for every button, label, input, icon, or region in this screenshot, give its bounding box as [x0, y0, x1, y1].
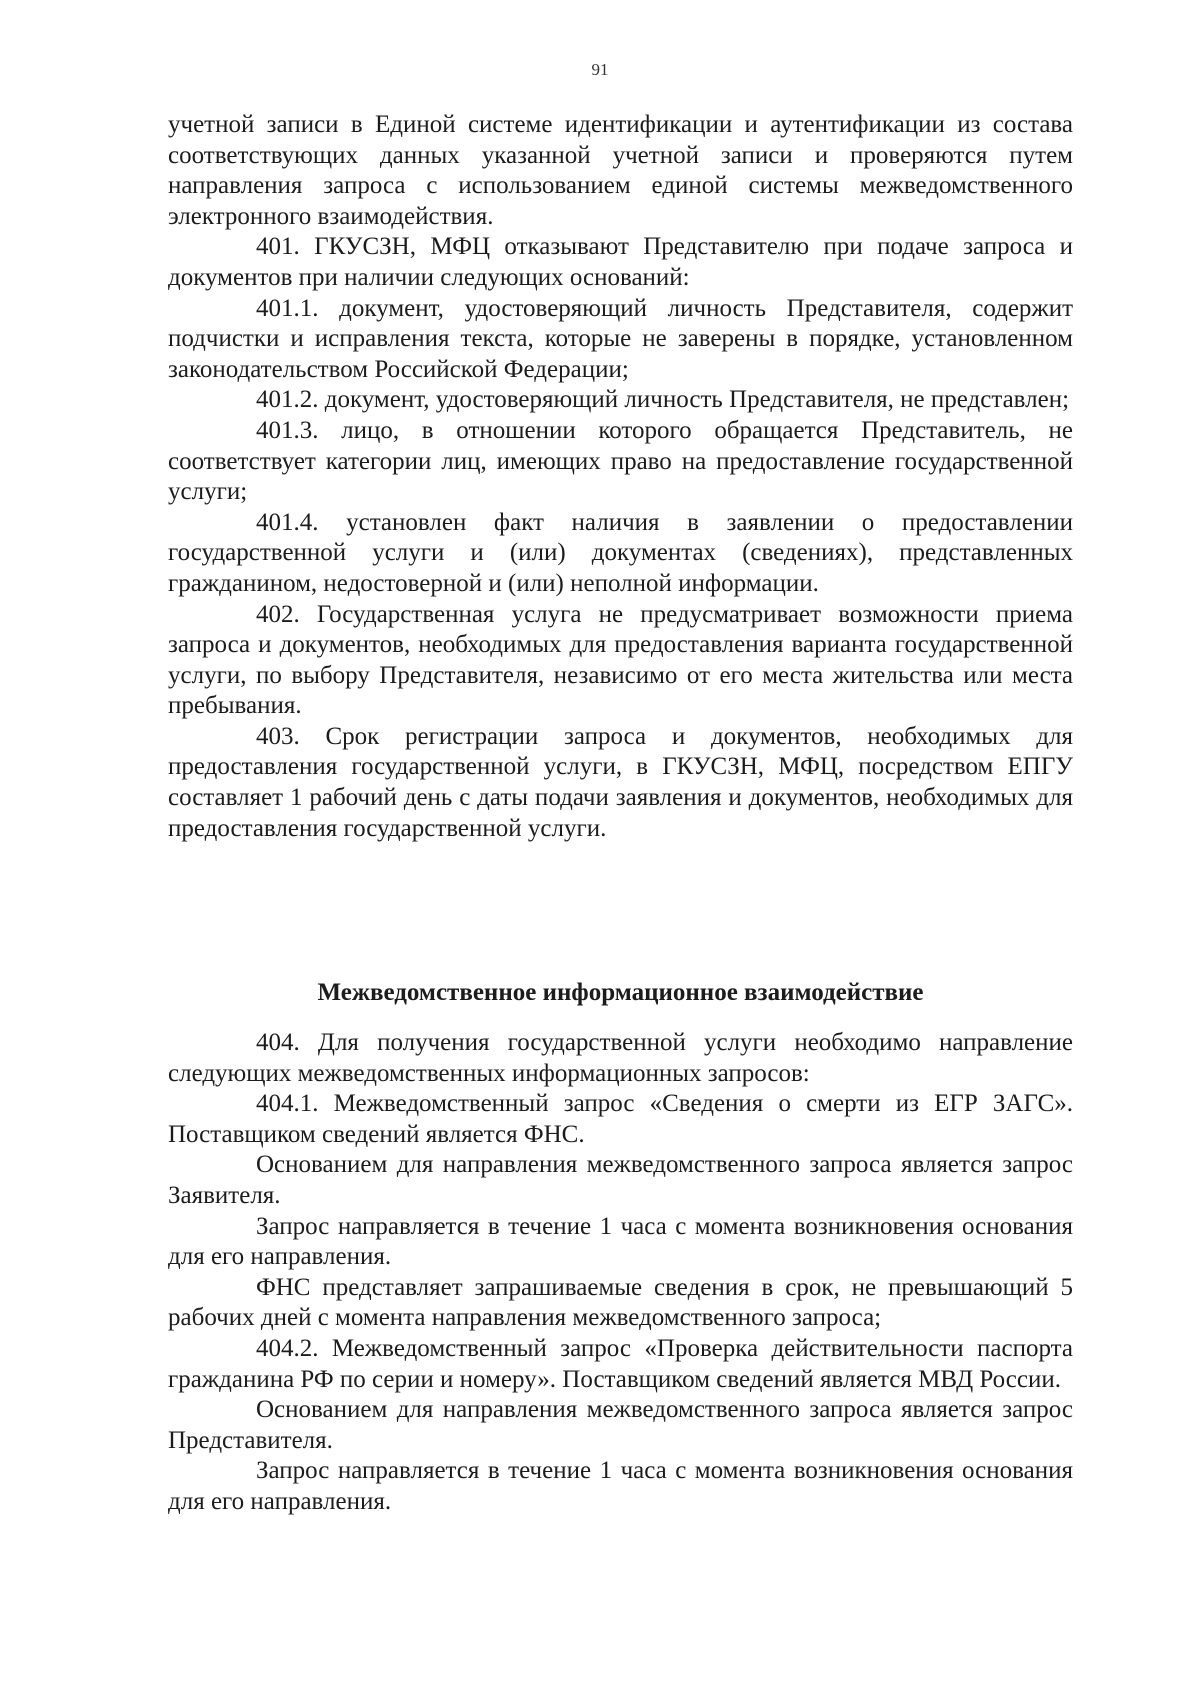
paragraph: 404.2. Межведомственный запрос «Проверка действительности паспорта гражданина РФ по серии и номеру». Поставщиком сведений является МВД России.: [168, 1334, 1073, 1393]
paragraph: Основанием для направления межведомственного запроса является запрос Представителя.: [168, 1396, 1073, 1454]
paragraph: Запрос направляется в течение 1 часа с момента возникновения основания для его направления.: [168, 1457, 1073, 1515]
paragraph: 404.1. Межведомственный запрос «Сведения о смерти из ЕГР ЗАГС». Поставщиком сведений является ФНС.: [168, 1090, 1073, 1148]
paragraph: учетной записи в Единой системе идентификации и аутентификации из состава соответствующих данных указанной учетной записи и проверяются путем направления запроса с использованием единой системы межведомственного электронного взаимодействия.: [168, 111, 1073, 230]
text-block-top: [168, 110, 1073, 844]
paragraph: 403. Срок регистрации запроса и документов, необходимых для предоставления государственной услуги, в ГКУСЗН, МФЦ, посредством ЕПГУ составляет 1 рабочий день с даты подачи заявления и документов, необходимых для предоставления государственной услуги.: [168, 722, 1073, 842]
paragraph: Основанием для направления межведомственного запроса является запрос Заявителя.: [168, 1151, 1073, 1209]
page-number: 91: [591, 60, 609, 79]
paragraph: 401.3. лицо, в отношении которого обращается Представитель, не соответствует категории лиц, имеющих право на предоставление государственной услуги;: [168, 416, 1073, 506]
paragraph: Запрос направляется в течение 1 часа с момента возникновения основания для его направления.: [168, 1212, 1073, 1271]
paragraph: 401.4. установлен факт наличия в заявлении о предоставлении государственной услуги и (или) документах (сведениях), представленных гражданином, недостоверной и (или) неполной информации.: [168, 508, 1073, 597]
paragraph: 401.1. документ, удостоверяющий личность Представителя, содержит подчистки и исправления текста, которые не заверены в порядке, установленном законодательством Российской Федерации;: [168, 294, 1073, 383]
paragraph: 404. Для получения государственной услуги необходимо направление следующих межведомственных информационных запросов:: [168, 1029, 1073, 1087]
paragraph: ФНС представляет запрашиваемые сведения в срок, не превышающий 5 рабочих дней с момента направления межведомственного запроса;: [168, 1273, 1073, 1332]
text-block-bottom: [168, 1028, 1073, 1518]
paragraph: 402. Государственная услуга не предусматривает возможности приема запроса и документов, необходимых для предоставления варианта государственной услуги, по выбору Представителя, независимо от его места жительства или места пребывания.: [168, 600, 1073, 720]
paragraph: 401. ГКУСЗН, МФЦ отказывают Представителю при подаче запроса и документов при наличии следующих оснований:: [168, 233, 1073, 291]
paragraph: 401.2. документ, удостоверяющий личность Представителя, не представлен;: [256, 386, 1070, 414]
section-heading: Межведомственное информационное взаимодействие: [317, 979, 924, 1006]
